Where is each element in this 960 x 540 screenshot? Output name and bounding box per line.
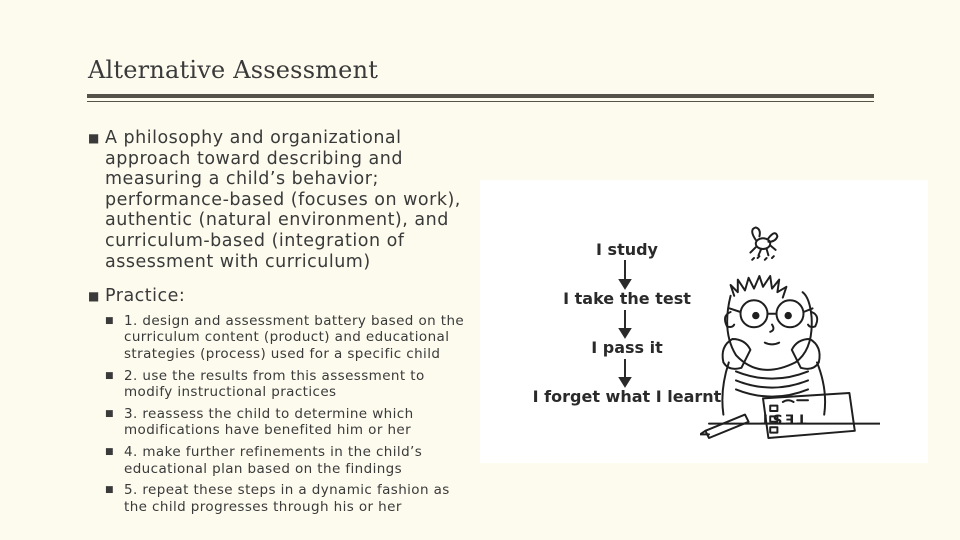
student-cartoon: [700, 200, 880, 460]
bullet-text: A philosophy and organizational approach toward describing and measuring a child’s behavior; performance-based (focuses on work), authentic (natural environment), and curriculum-based (integration of assessment with curriculum): [105, 128, 461, 272]
stage-label: I forget what I learnt: [532, 387, 722, 406]
title-rule-thick: [87, 94, 874, 98]
bullet-marker: ■: [88, 289, 100, 304]
bullet-text: Practice:: [105, 286, 186, 307]
practice-steps-list: [105, 313, 468, 516]
slide-title: Alternative Assessment: [88, 56, 379, 84]
practice-step-text: 1. design and assessment battery based on the curriculum content (product) and educational strategies (process) used for a specific child: [124, 312, 465, 362]
bullet-practice: [88, 286, 468, 307]
sub-bullet-marker: ■: [105, 485, 114, 496]
practice-step: [105, 406, 468, 439]
sub-bullet-marker: ■: [105, 446, 114, 457]
test-paper-text: TEST: [758, 410, 807, 427]
bullet-philosophy: [88, 128, 468, 272]
practice-step: [105, 444, 468, 477]
slide-content: [88, 128, 468, 520]
sub-bullet-marker: ■: [105, 408, 114, 419]
practice-step-text: 2. use the results from this assessment to modify instructional practices: [124, 367, 425, 401]
practice-step-text: 4. make further refinements in the child’s educational plan based on the findings: [124, 443, 423, 477]
practice-step-text: 3. reassess the child to determine which modifications have benefited him or her: [124, 405, 414, 439]
stage-label: I pass it: [591, 338, 663, 357]
stage-label: I study: [596, 240, 658, 259]
flow-arrows: [612, 258, 642, 393]
title-rule-thin: [87, 101, 874, 102]
practice-step: [105, 482, 468, 515]
stage-label: I take the test: [563, 289, 691, 308]
sub-bullet-marker: ■: [105, 370, 114, 381]
practice-step-text: 5. repeat these steps in a dynamic fashion as the child progresses through his or her: [124, 482, 450, 515]
bullet-marker: ■: [88, 131, 100, 145]
practice-step: [105, 313, 468, 363]
sub-bullet-marker: ■: [105, 315, 114, 326]
practice-step: [105, 368, 468, 401]
